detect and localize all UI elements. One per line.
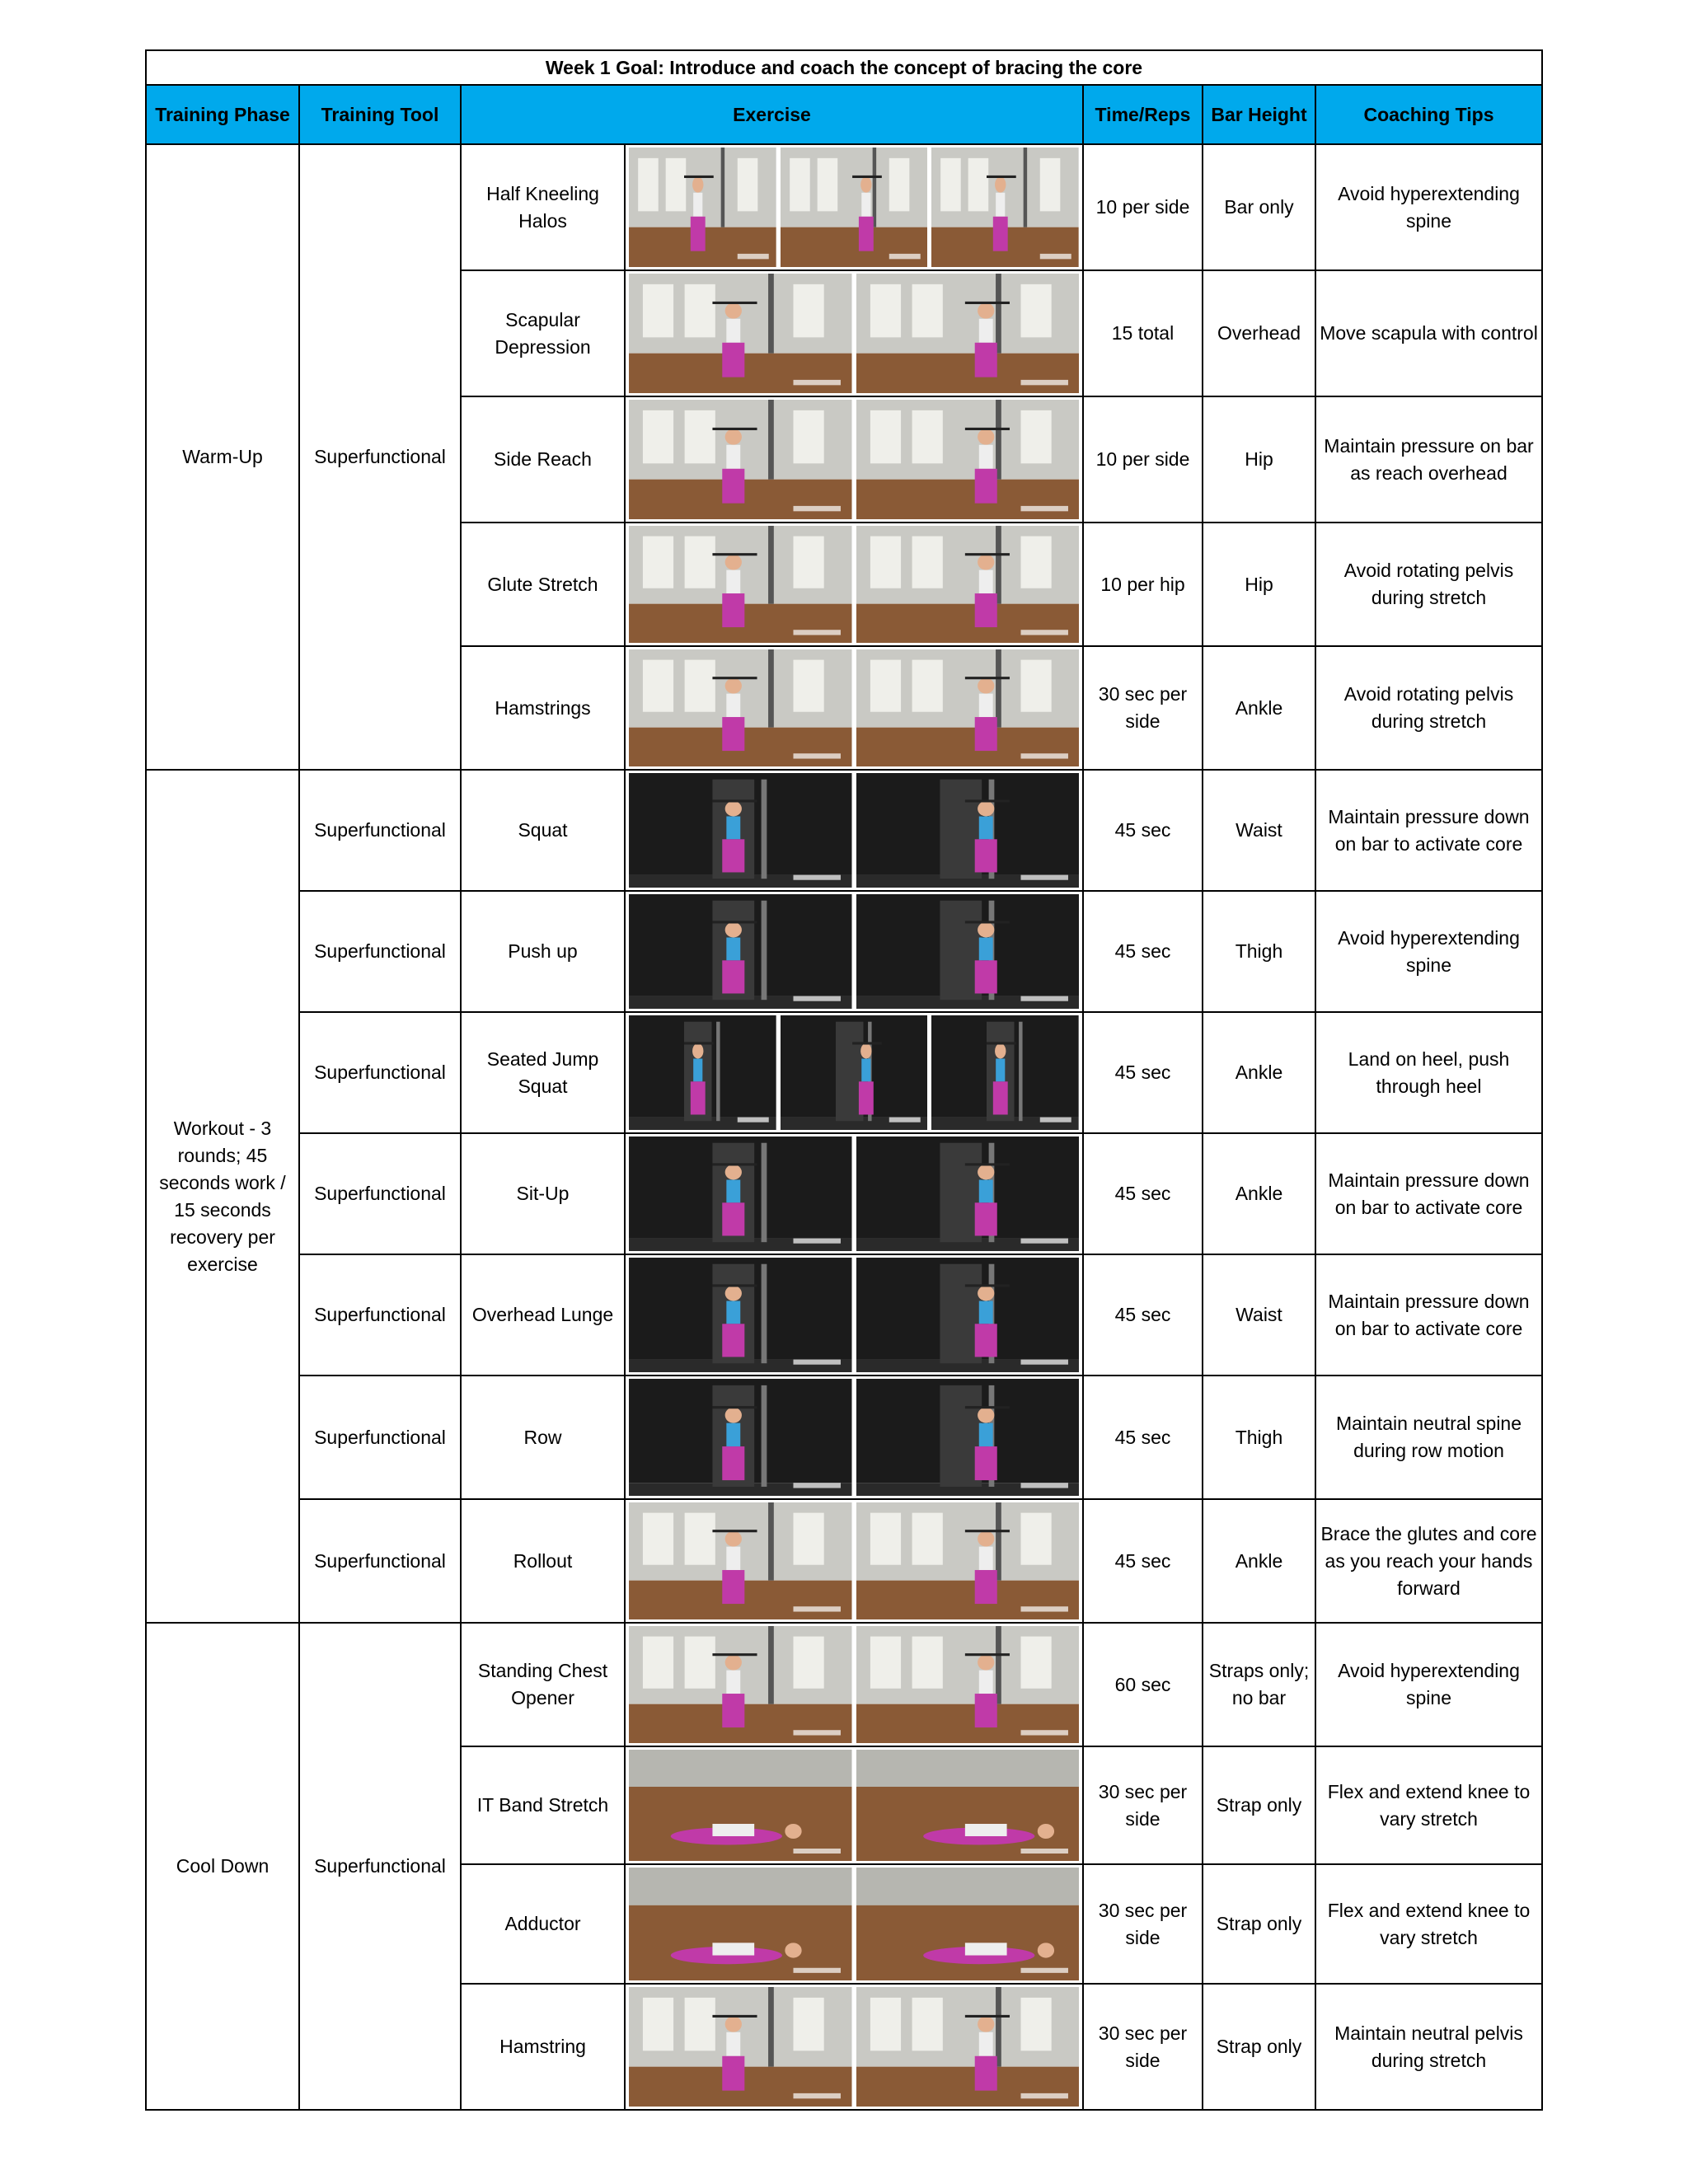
exercise-images-cell [625,891,1083,1012]
bar-height-cell: Hip [1203,523,1315,646]
exercise-photo [629,773,852,888]
exercise-name-cell: Rollout [461,1499,625,1623]
exercise-photo [629,1137,852,1251]
training-tool-cell: Superfunctional [299,1499,461,1623]
exercise-images-cell [625,646,1083,770]
exercise-photo [629,894,852,1009]
time-reps-cell: 60 sec [1083,1623,1203,1746]
exercise-photo [856,274,1080,393]
exercise-name-cell: Glute Stretch [461,523,625,646]
exercise-photo [629,1502,852,1619]
time-reps-cell: 30 sec per side [1083,1984,1203,2110]
training-tool-cell: Superfunctional [299,1623,461,2110]
exercise-photo [629,526,852,643]
training-phase-cell: Warm-Up [146,144,299,770]
exercise-name-cell: Push up [461,891,625,1012]
time-reps-cell: 15 total [1083,270,1203,396]
exercise-photo [856,894,1080,1009]
bar-height-cell: Waist [1203,770,1315,891]
exercise-photo [856,1137,1080,1251]
table-row [146,144,1542,270]
exercise-photo [629,1750,852,1861]
exercise-name-cell: Standing Chest Opener [461,1623,625,1746]
bar-height-cell: Ankle [1203,1499,1315,1623]
time-reps-cell: 45 sec [1083,1499,1203,1623]
exercise-images-cell [625,1746,1083,1864]
exercise-photo [931,1015,1079,1130]
coaching-tips-cell: Avoid rotating pelvis during stretch [1315,646,1542,770]
coaching-tips-cell: Flex and extend knee to vary stretch [1315,1746,1542,1864]
exercise-photo [856,1626,1080,1743]
coaching-tips-cell: Move scapula with control [1315,270,1542,396]
training-tool-cell: Superfunctional [299,144,461,770]
exercise-photo [856,1750,1080,1861]
training-phase-cell: Workout - 3 rounds; 45 seconds work / 15 seconds recovery per exercise [146,770,299,1623]
training-tool-cell: Superfunctional [299,1254,461,1376]
exercise-images-cell [625,770,1083,891]
time-reps-cell: 10 per side [1083,396,1203,523]
coaching-tips-cell: Avoid hyperextending spine [1315,144,1542,270]
header-coaching-tips: Coaching Tips [1315,85,1542,144]
exercise-images-cell [625,1984,1083,2110]
bar-height-cell: Ankle [1203,646,1315,770]
table-row [146,1376,1542,1499]
training-tool-cell: Superfunctional [299,1012,461,1133]
exercise-photo [856,526,1080,643]
bar-height-cell: Overhead [1203,270,1315,396]
bar-height-cell: Straps only; no bar [1203,1623,1315,1746]
coaching-tips-cell: Avoid rotating pelvis during stretch [1315,523,1542,646]
exercise-photo [629,1015,776,1130]
table-row [146,1499,1542,1623]
table-row [146,770,1542,891]
coaching-tips-cell: Avoid hyperextending spine [1315,1623,1542,1746]
time-reps-cell: 10 per side [1083,144,1203,270]
bar-height-cell: Hip [1203,396,1315,523]
coaching-tips-cell: Brace the glutes and core as you reach your hands forward [1315,1499,1542,1623]
exercise-photo [781,148,928,267]
exercise-name-cell: Sit-Up [461,1133,625,1254]
table-row [146,1012,1542,1133]
exercise-photo [856,400,1080,519]
exercise-photo [629,1258,852,1372]
time-reps-cell: 45 sec [1083,1133,1203,1254]
exercise-photo [856,649,1080,766]
bar-height-cell: Waist [1203,1254,1315,1376]
header-time-reps: Time/Reps [1083,85,1203,144]
bar-height-cell: Ankle [1203,1133,1315,1254]
header-exercise: Exercise [461,85,1083,144]
exercise-name-cell: Scapular Depression [461,270,625,396]
header-bar-height: Bar Height [1203,85,1315,144]
exercise-images-cell [625,1376,1083,1499]
table-row [146,891,1542,1012]
time-reps-cell: 45 sec [1083,891,1203,1012]
training-tool-cell: Superfunctional [299,1133,461,1254]
exercise-photo [856,1258,1080,1372]
coaching-tips-cell: Maintain pressure down on bar to activate core [1315,770,1542,891]
exercise-name-cell: Seated Jump Squat [461,1012,625,1133]
exercise-name-cell: Hamstrings [461,646,625,770]
coaching-tips-cell: Maintain neutral spine during row motion [1315,1376,1542,1499]
coaching-tips-cell: Land on heel, push through heel [1315,1012,1542,1133]
coaching-tips-cell: Maintain pressure down on bar to activate core [1315,1254,1542,1376]
exercise-photo [856,1379,1080,1496]
exercise-photo [629,1868,852,1980]
exercise-photo [629,1379,852,1496]
exercise-photo [856,1987,1080,2107]
exercise-name-cell: IT Band Stretch [461,1746,625,1864]
exercise-photo [629,1626,852,1743]
bar-height-cell: Thigh [1203,891,1315,1012]
time-reps-cell: 10 per hip [1083,523,1203,646]
coaching-tips-cell: Maintain neutral pelvis during stretch [1315,1984,1542,2110]
exercise-photo [856,773,1080,888]
bar-height-cell: Strap only [1203,1984,1315,2110]
exercise-name-cell: Side Reach [461,396,625,523]
training-phase-cell: Cool Down [146,1623,299,2110]
exercise-photo [856,1868,1080,1980]
exercise-images-cell [625,1254,1083,1376]
time-reps-cell: 45 sec [1083,1254,1203,1376]
bar-height-cell: Ankle [1203,1012,1315,1133]
exercise-name-cell: Adductor [461,1864,625,1984]
bar-height-cell: Strap only [1203,1746,1315,1864]
exercise-photo [629,400,852,519]
time-reps-cell: 30 sec per side [1083,646,1203,770]
exercise-photo [856,1502,1080,1619]
table-row [146,1623,1542,1746]
coaching-tips-cell: Flex and extend knee to vary stretch [1315,1864,1542,1984]
bar-height-cell: Bar only [1203,144,1315,270]
exercise-name-cell: Overhead Lunge [461,1254,625,1376]
exercise-photo [629,1987,852,2107]
table-title: Week 1 Goal: Introduce and coach the concept of bracing the core [146,50,1542,85]
coaching-tips-cell: Avoid hyperextending spine [1315,891,1542,1012]
exercise-images-cell [625,396,1083,523]
training-tool-cell: Superfunctional [299,770,461,891]
exercise-images-cell [625,270,1083,396]
exercise-photo [629,148,776,267]
time-reps-cell: 45 sec [1083,1012,1203,1133]
exercise-images-cell [625,1623,1083,1746]
exercise-images-cell [625,1133,1083,1254]
exercise-photo [629,649,852,766]
bar-height-cell: Thigh [1203,1376,1315,1499]
exercise-photo [931,148,1079,267]
exercise-name-cell: Row [461,1376,625,1499]
header-training-tool: Training Tool [299,85,461,144]
training-tool-cell: Superfunctional [299,891,461,1012]
training-tool-cell: Superfunctional [299,1376,461,1499]
table-row [146,1133,1542,1254]
workout-plan-table [145,49,1543,2111]
exercise-images-cell [625,1864,1083,1984]
exercise-name-cell: Half Kneeling Halos [461,144,625,270]
exercise-photo [781,1015,928,1130]
exercise-images-cell [625,523,1083,646]
time-reps-cell: 30 sec per side [1083,1864,1203,1984]
exercise-images-cell [625,1499,1083,1623]
header-training-phase: Training Phase [146,85,299,144]
exercise-name-cell: Squat [461,770,625,891]
exercise-images-cell [625,144,1083,270]
exercise-photo [629,274,852,393]
time-reps-cell: 45 sec [1083,1376,1203,1499]
coaching-tips-cell: Maintain pressure down on bar to activate core [1315,1133,1542,1254]
time-reps-cell: 30 sec per side [1083,1746,1203,1864]
exercise-images-cell [625,1012,1083,1133]
table-row [146,1254,1542,1376]
exercise-name-cell: Hamstring [461,1984,625,2110]
bar-height-cell: Strap only [1203,1864,1315,1984]
time-reps-cell: 45 sec [1083,770,1203,891]
coaching-tips-cell: Maintain pressure on bar as reach overhead [1315,396,1542,523]
